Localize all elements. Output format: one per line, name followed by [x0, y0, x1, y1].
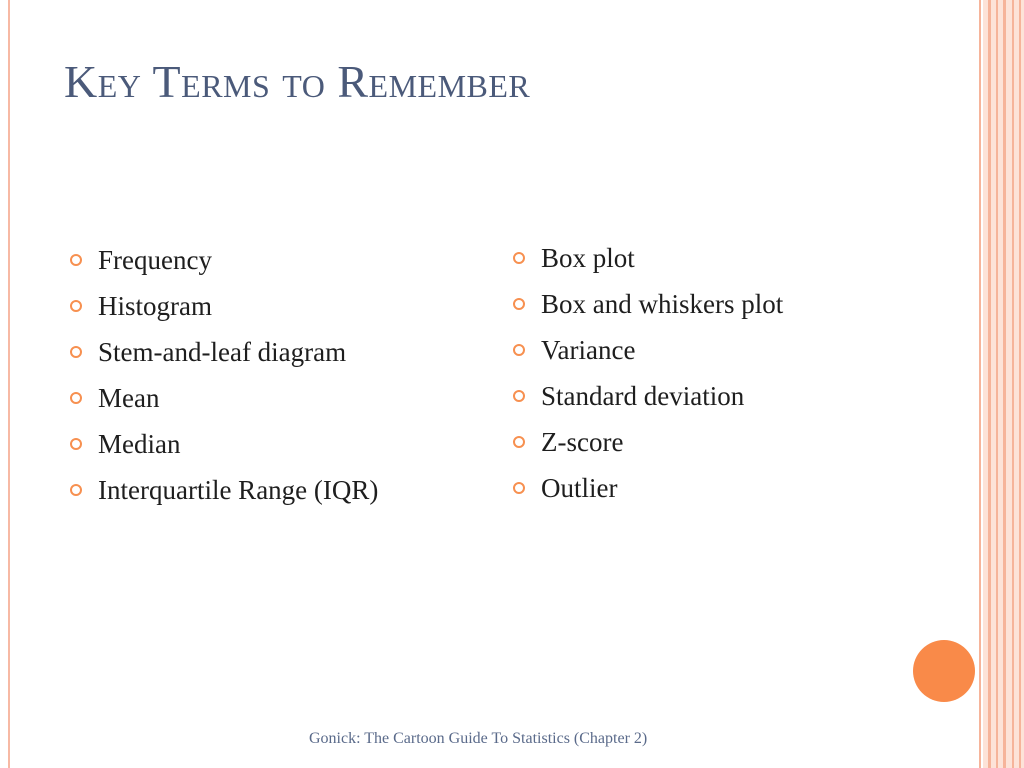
list-item — [513, 327, 783, 373]
bullet-icon — [513, 436, 525, 448]
left-term-list — [70, 237, 378, 513]
list-item — [513, 419, 783, 465]
list-item — [513, 373, 783, 419]
term-label: Histogram — [98, 290, 212, 321]
bullet-icon — [513, 344, 525, 356]
bullet-icon — [70, 484, 82, 496]
bullet-icon — [513, 252, 525, 264]
term-label: Mean — [98, 382, 160, 413]
list-item — [70, 375, 378, 421]
bullet-icon — [70, 300, 82, 312]
list-item — [513, 235, 783, 281]
decorative-stripe — [1012, 0, 1014, 768]
bullet-icon — [70, 254, 82, 266]
term-label: Interquartile Range (IQR) — [98, 474, 379, 505]
list-item — [70, 283, 378, 329]
bullet-icon — [513, 390, 525, 402]
list-item — [513, 465, 783, 511]
term-label: Box and whiskers plot — [541, 288, 784, 319]
bullet-icon — [513, 298, 525, 310]
bullet-icon — [70, 438, 82, 450]
list-item — [70, 467, 378, 513]
decorative-stripe — [1019, 0, 1021, 768]
list-item — [70, 329, 378, 375]
term-label: Z-score — [541, 426, 624, 457]
term-label: Outlier — [541, 472, 618, 503]
left-border-line — [8, 0, 10, 768]
list-item — [70, 421, 378, 467]
decorative-stripe — [996, 0, 998, 768]
decorative-stripe — [988, 0, 991, 768]
bullet-icon — [70, 346, 82, 358]
right-term-list — [513, 235, 783, 511]
term-label: Box plot — [541, 242, 635, 273]
term-label: Stem-and-leaf diagram — [98, 336, 347, 367]
decorative-stripe — [979, 0, 981, 768]
footer-citation: Gonick: The Cartoon Guide To Statistics (Chapter 2) — [309, 730, 648, 747]
term-label: Frequency — [98, 244, 212, 275]
list-item — [70, 237, 378, 283]
decorative-stripe — [1003, 0, 1006, 768]
term-label: Standard deviation — [541, 380, 745, 411]
bullet-icon — [70, 392, 82, 404]
slide-title: Key Terms to Remember — [64, 56, 531, 107]
term-label: Variance — [541, 334, 636, 365]
term-label: Median — [98, 428, 181, 459]
bullet-icon — [513, 482, 525, 494]
list-item — [513, 281, 783, 327]
orange-circle-decoration — [913, 640, 975, 702]
